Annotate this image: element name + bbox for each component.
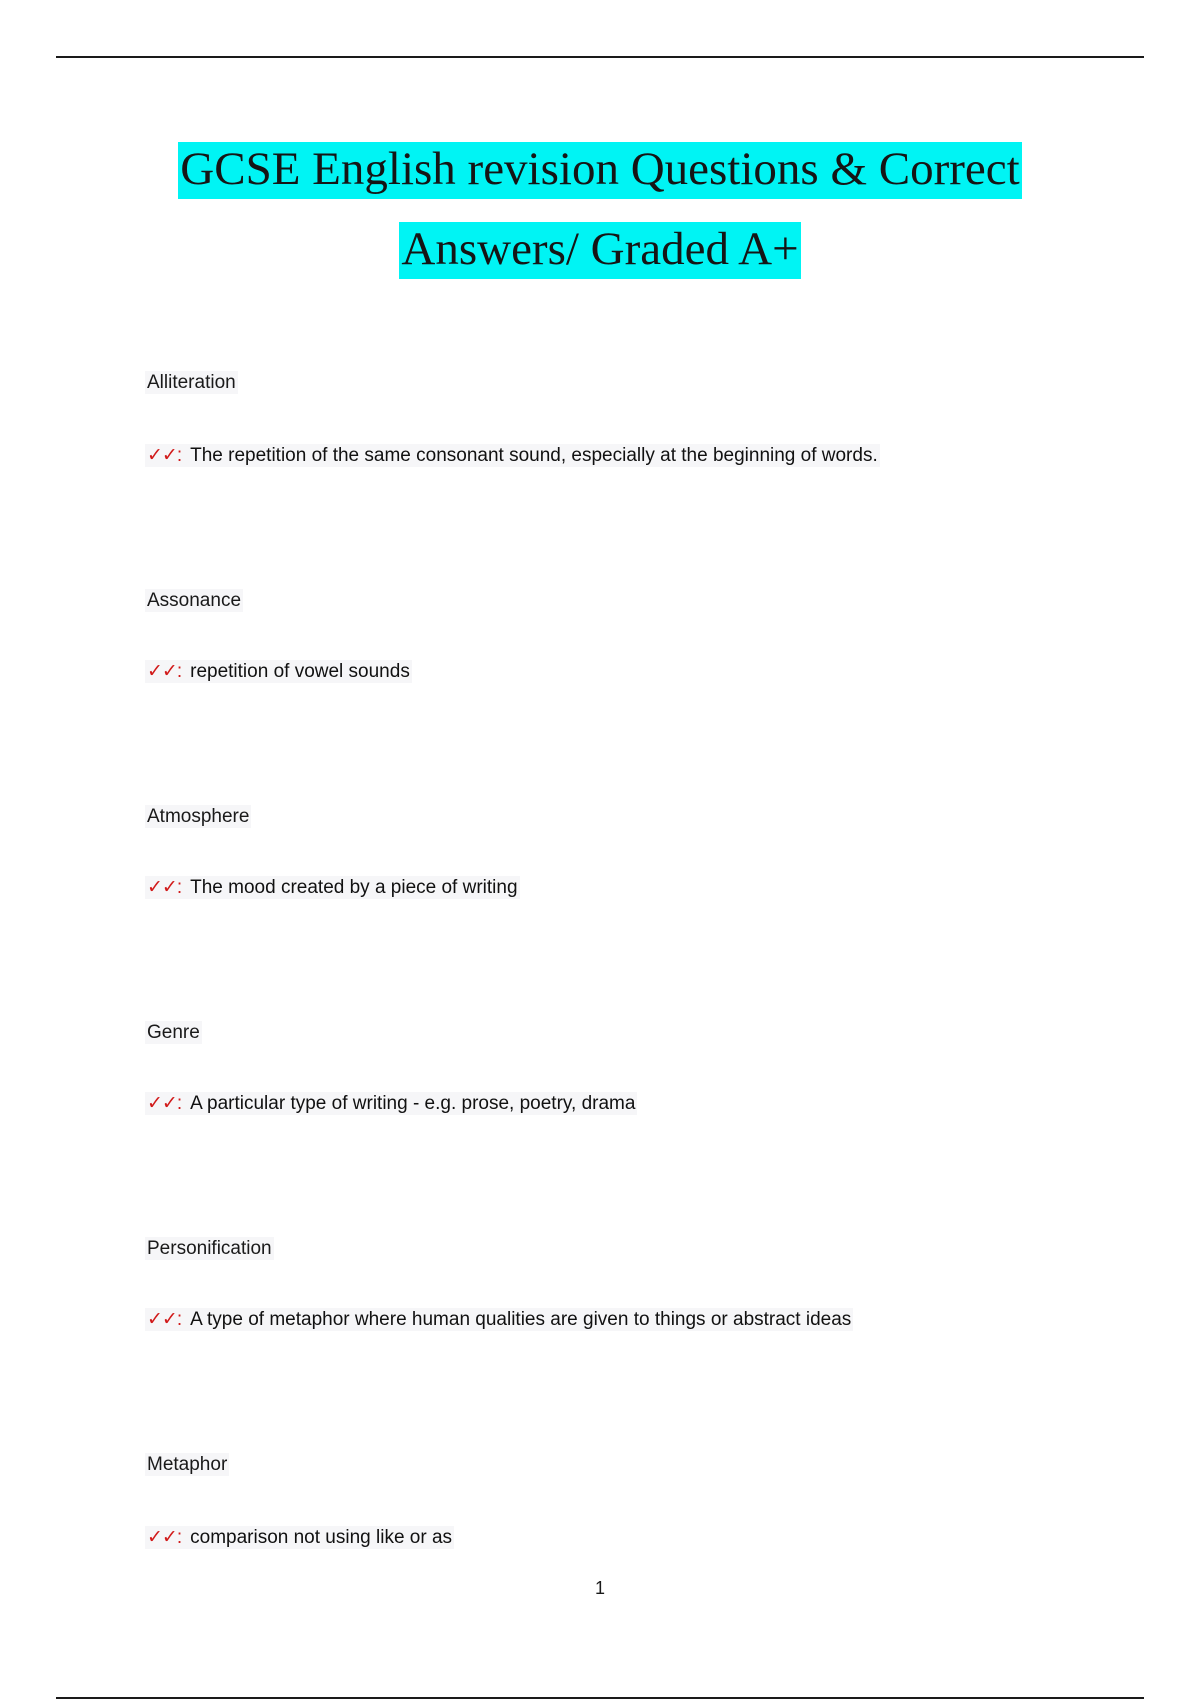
term-text: Personification [147,1238,272,1259]
answer-line [145,1092,637,1115]
answer-colon: : [176,1309,183,1330]
answer-colon: : [176,445,183,466]
double-check-icon: ✓✓ [147,1526,177,1548]
answer-colon: : [176,877,183,898]
footer-rule [56,1697,1144,1699]
answer-line [145,876,520,899]
term-text: Genre [147,1022,200,1043]
term-text: Alliteration [147,372,236,393]
header-rule [56,56,1144,58]
term-text: Metaphor [147,1454,228,1475]
answer-text: A particular type of writing - e.g. prose, poetry, drama [190,1093,636,1114]
question-term [145,1021,202,1044]
answer-colon: : [176,1527,183,1548]
double-check-icon: ✓✓ [147,876,177,898]
answer-colon: : [176,661,183,682]
double-check-icon: ✓✓ [147,660,177,682]
answer-colon: : [176,1093,183,1114]
double-check-icon: ✓✓ [147,444,177,466]
answer-text: A type of metaphor where human qualities are given to things or abstract ideas [190,1309,852,1330]
answer-text: repetition of vowel sounds [190,661,410,682]
answer-line [145,444,880,467]
question-term [145,805,251,828]
question-term [145,371,238,394]
double-check-icon: ✓✓ [147,1092,177,1114]
term-text: Assonance [147,590,242,611]
answer-line [145,660,412,683]
question-term [145,1453,229,1476]
question-term [145,589,243,612]
double-check-icon: ✓✓ [147,1308,177,1330]
answer-text: The mood created by a piece of writing [190,877,518,898]
page-number: 1 [594,1578,605,1598]
title-line-2: Answers/ Graded A+ [399,222,800,279]
answer-text: comparison not using like or as [190,1527,453,1548]
answer-text: The repetition of the same consonant sound, especially at the beginning of words. [190,445,878,466]
answer-line [145,1526,454,1549]
question-term [145,1237,274,1260]
title-line-1: GCSE English revision Questions & Correct [178,142,1021,199]
term-text: Atmosphere [147,806,250,827]
document-title [0,142,1200,279]
answer-line [145,1308,853,1331]
